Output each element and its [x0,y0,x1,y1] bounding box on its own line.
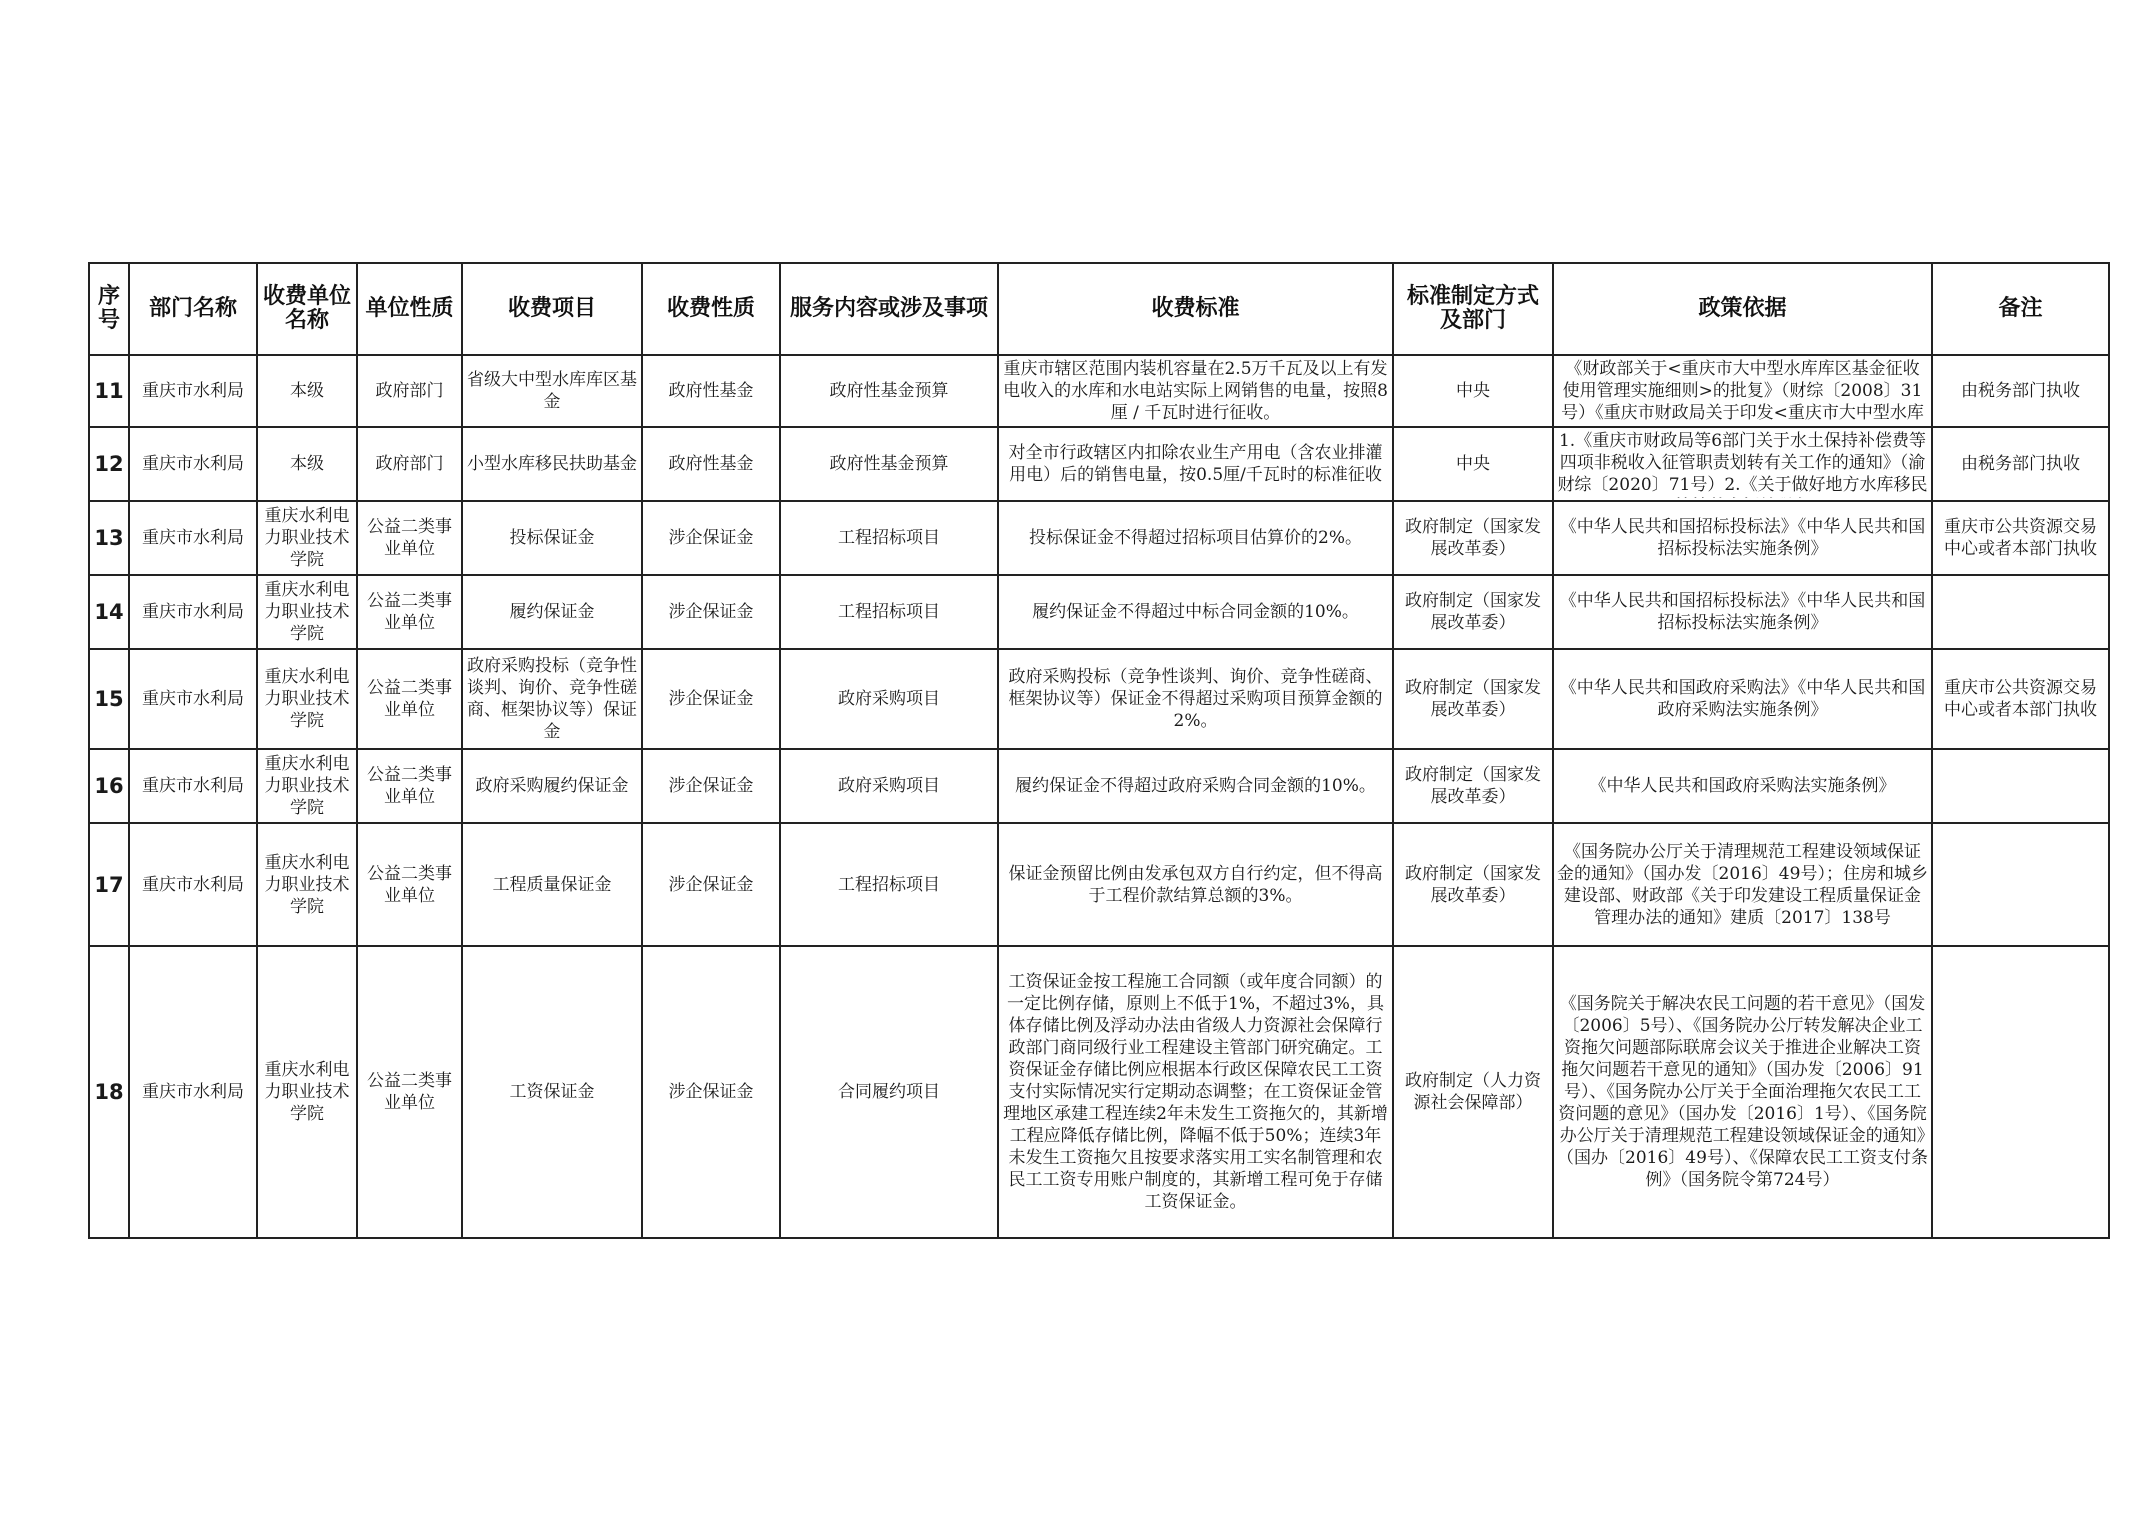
standard-cell: 政府采购投标（竞争性谈判、询价、竞争性磋商、框架协议等）保证金不得超过采购项目预算金额的2%。 [998,649,1393,749]
service-cell: 工程招标项目 [780,501,998,575]
dept-cell: 重庆市水利局 [129,649,257,749]
service-cell: 政府采购项目 [780,649,998,749]
service-cell: 政府性基金预算 [780,355,998,427]
remark-cell: 重庆市公共资源交易中心或者本部门执收 [1932,649,2109,749]
table-row [89,427,2109,501]
standard-cell: 工资保证金按工程施工合同额（或年度合同额）的一定比例存储，原则上不低于1%，不超过3%，具体存储比例及浮动办法由省级人力资源社会保障行政部门商同级行业工程建设主管部门研究确定。工资保证金存储比例应根据本行政区保障农民工工资支付实际情况实行定期动态调整；在工资保证金管理地区承建工程连续2年未发生工资拖欠的，其新增工程应降低存储比例，降幅不低于50%；连续3年未发生工资拖欠且按要求落实用工实名制管理和农民工工资专用账户制度的，其新增工程可免于存储工资保证金。 [998,946,1393,1238]
nature-cell: 政府部门 [357,355,462,427]
service-cell: 政府性基金预算 [780,427,998,501]
header-cell: 部门名称 [129,263,257,355]
row-number: 17 [89,823,129,946]
item-cell: 省级大中型水库库区基金 [462,355,642,427]
dept-cell: 重庆市水利局 [129,749,257,823]
policy-cell: 《中华人民共和国政府采购法实施条例》 [1553,749,1932,823]
method-cell: 政府制定（国家发展改革委） [1393,501,1553,575]
dept-cell: 重庆市水利局 [129,823,257,946]
item-cell: 工程质量保证金 [462,823,642,946]
item-cell: 政府采购投标（竞争性谈判、询价、竞争性磋商、框架协议等）保证金 [462,649,642,749]
service-cell: 合同履约项目 [780,946,998,1238]
item-cell: 履约保证金 [462,575,642,649]
header-cell: 政策依据 [1553,263,1932,355]
header-cell: 标准制定方式及部门 [1393,263,1553,355]
fee-type-cell: 涉企保证金 [642,823,780,946]
service-cell: 工程招标项目 [780,575,998,649]
table-row [89,501,2109,575]
nature-cell: 政府部门 [357,427,462,501]
standard-cell: 履约保证金不得超过中标合同金额的10%。 [998,575,1393,649]
fee-type-cell: 涉企保证金 [642,749,780,823]
nature-cell: 公益二类事业单位 [357,649,462,749]
unit-cell: 重庆水利电力职业技术学院 [257,823,357,946]
policy-text: 《财政部关于<重庆市大中型水库库区基金征收使用管理实施细则>的批复》（财综〔2008〕31号）《重庆市财政局关于印发<重庆市大中型水库 [1561,359,1924,423]
header-cell: 服务内容或涉及事项 [780,263,998,355]
unit-cell: 重庆水利电力职业技术学院 [257,749,357,823]
nature-cell: 公益二类事业单位 [357,946,462,1238]
remark-cell: 由税务部门执收 [1932,427,2109,501]
unit-cell: 重庆水利电力职业技术学院 [257,946,357,1238]
table-row [89,946,2109,1238]
standard-cell: 履约保证金不得超过政府采购合同金额的10%。 [998,749,1393,823]
nature-cell: 公益二类事业单位 [357,749,462,823]
row-number: 15 [89,649,129,749]
policy-cell: 《中华人民共和国招标投标法》《中华人民共和国招标投标法实施条例》 [1553,575,1932,649]
nature-cell: 公益二类事业单位 [357,501,462,575]
fee-type-cell: 政府性基金 [642,427,780,501]
fee-type-cell: 涉企保证金 [642,501,780,575]
unit-cell: 本级 [257,355,357,427]
item-cell: 投标保证金 [462,501,642,575]
dept-cell: 重庆市水利局 [129,355,257,427]
remark-cell: 重庆市公共资源交易中心或者本部门执收 [1932,501,2109,575]
header-cell: 收费标准 [998,263,1393,355]
row-number: 13 [89,501,129,575]
header-cell: 备注 [1932,263,2109,355]
row-number: 12 [89,427,129,501]
row-number: 14 [89,575,129,649]
method-cell: 政府制定（国家发展改革委） [1393,575,1553,649]
header-cell: 序号 [89,263,129,355]
method-cell: 政府制定（国家发展改革委） [1393,649,1553,749]
row-number: 18 [89,946,129,1238]
unit-cell: 本级 [257,427,357,501]
standard-cell: 保证金预留比例由发承包双方自行约定，但不得高于工程价款结算总额的3%。 [998,823,1393,946]
method-cell: 政府制定（国家发展改革委） [1393,749,1553,823]
dept-cell: 重庆市水利局 [129,427,257,501]
policy-cell: 《中华人民共和国政府采购法》《中华人民共和国政府采购法实施条例》 [1553,649,1932,749]
fee-type-cell: 政府性基金 [642,355,780,427]
service-cell: 政府采购项目 [780,749,998,823]
remark-cell: 由税务部门执收 [1932,355,2109,427]
dept-cell: 重庆市水利局 [129,946,257,1238]
remark-cell [1932,575,2109,649]
item-cell: 小型水库移民扶助基金 [462,427,642,501]
unit-cell: 重庆水利电力职业技术学院 [257,649,357,749]
standard-cell [998,355,1393,427]
fee-table-sheet [88,262,2110,1239]
table-row [89,749,2109,823]
dept-cell: 重庆市水利局 [129,501,257,575]
policy-cell: 《中华人民共和国招标投标法》《中华人民共和国招标投标法实施条例》 [1553,501,1932,575]
nature-cell: 公益二类事业单位 [357,575,462,649]
standard-cell [998,427,1393,501]
policy-cell [1553,355,1932,427]
header-row [89,263,2109,355]
standard-cell: 投标保证金不得超过招标项目估算价的2%。 [998,501,1393,575]
service-cell: 工程招标项目 [780,823,998,946]
fee-type-cell: 涉企保证金 [642,575,780,649]
fee-table [88,262,2110,1239]
item-cell: 工资保证金 [462,946,642,1238]
table-row [89,649,2109,749]
method-cell: 政府制定（国家发展改革委） [1393,823,1553,946]
standard-text: 对全市行政辖区内扣除农业生产用电（含农业排灌用电）后的销售电量，按0.5厘/千瓦时的标准征收 [1008,443,1383,485]
method-cell: 中央 [1393,355,1553,427]
table-row [89,823,2109,946]
nature-cell: 公益二类事业单位 [357,823,462,946]
remark-cell [1932,749,2109,823]
header-cell: 单位性质 [357,263,462,355]
fee-type-cell: 涉企保证金 [642,946,780,1238]
unit-cell: 重庆水利电力职业技术学院 [257,501,357,575]
policy-cell: 《国务院关于解决农民工问题的若干意见》（国发〔2006〕5号）、《国务院办公厅转发解决企业工资拖欠问题部际联席会议关于推进企业解决工资拖欠问题若干意见的通知》（国办发〔2006〕91号）、《国务院办公厅关于全面治理拖欠农民工工资问题的意见》（国办发〔2016〕1号）、《国务院办公厅关于清理规范工程建设领域保证金的通知》（国办〔2016〕49号）、《保障农民工工资支付条例》（国务院令第724号） [1553,946,1932,1238]
fee-type-cell: 涉企保证金 [642,649,780,749]
policy-cell [1553,427,1932,501]
header-cell: 收费单位名称 [257,263,357,355]
remark-cell [1932,823,2109,946]
table-row [89,575,2109,649]
header-cell: 收费项目 [462,263,642,355]
method-cell: 中央 [1393,427,1553,501]
header-cell: 收费性质 [642,263,780,355]
unit-cell: 重庆水利电力职业技术学院 [257,575,357,649]
standard-text: 重庆市辖区范围内装机容量在2.5万千瓦及以上有发电收入的水库和水电站实际上网销售的电量，按照8厘 / 千瓦时进行征收。 [1003,359,1388,423]
row-number: 16 [89,749,129,823]
dept-cell: 重庆市水利局 [129,575,257,649]
remark-cell [1932,946,2109,1238]
method-cell: 政府制定（人力资源社会保障部） [1393,946,1553,1238]
table-row [89,355,2109,427]
item-cell: 政府采购履约保证金 [462,749,642,823]
row-number: 11 [89,355,129,427]
policy-text: 1.《重庆市财政局等6部门关于水土保持补偿费等四项非税收入征管职责划转有关工作的通知》（渝财综〔2020〕71号）2.《关于做好地方水库移民 [1557,431,1928,495]
policy-cell: 《国务院办公厅关于清理规范工程建设领域保证金的通知》（国办发〔2016〕49号）；住房和城乡建设部、财政部《关于印发建设工程质量保证金管理办法的通知》建质〔2017〕138号 [1553,823,1932,946]
